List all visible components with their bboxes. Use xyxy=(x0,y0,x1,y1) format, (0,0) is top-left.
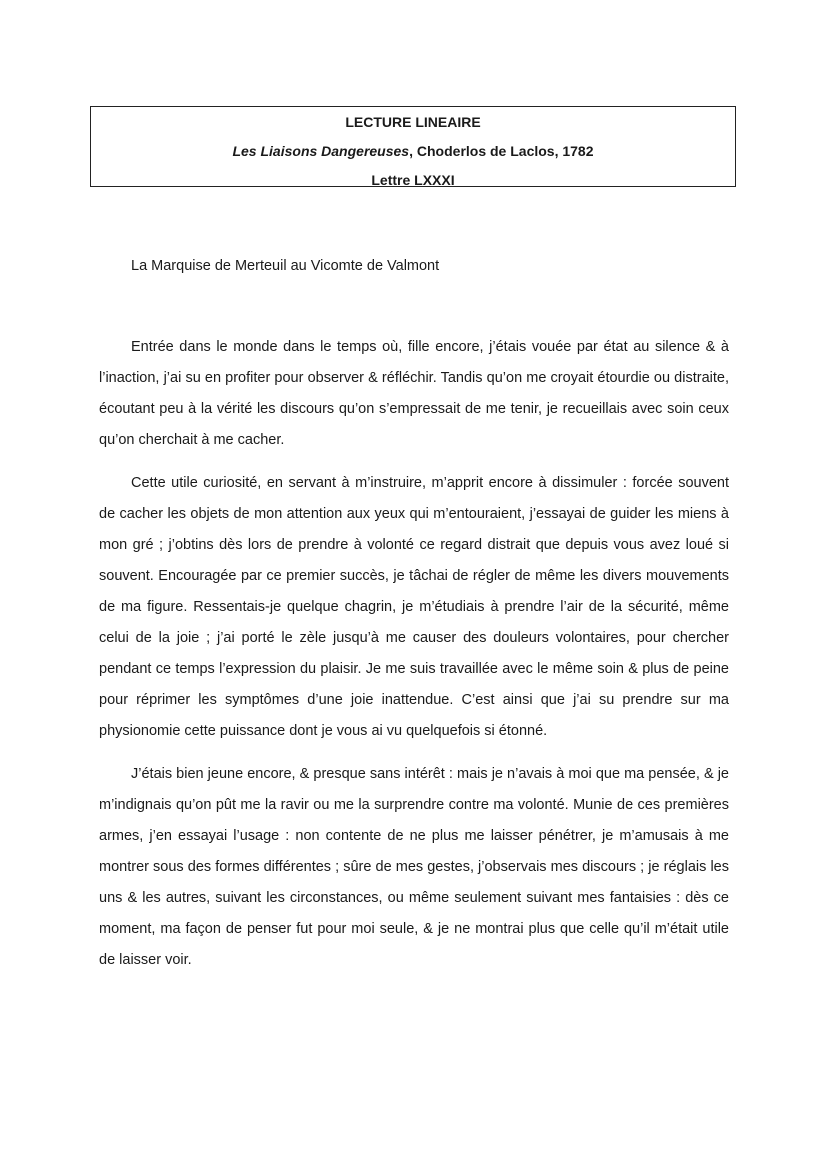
work-title: Les Liaisons Dangereuses xyxy=(232,143,410,159)
heading: LECTURE LINEAIRE xyxy=(345,114,481,130)
work-author-date: , Choderlos de Laclos, 1782 xyxy=(409,143,594,159)
recipient-line: La Marquise de Merteuil au Vicomte de Valmont xyxy=(131,258,440,274)
letter-body xyxy=(99,332,729,988)
work-line xyxy=(91,141,735,170)
title-box xyxy=(90,106,736,187)
paragraph-1: Entrée dans le monde dans le temps où, fille encore, j’étais vouée par état au silence & à l’inaction, j’ai su en profiter pour observer & réfléchir. Tandis qu’on me croyait étourdie ou distraite, écoutant peu à la vérité les discours qu’on s’empressait de me tenir, je recueillais avec soin ceux qu’on cherchait à me cacher. xyxy=(99,339,729,448)
paragraph-3: J’étais bien jeune encore, & presque sans intérêt : mais je n’avais à moi que ma pensée, & je m’indignais qu’on pût me la ravir ou me la surprendre contre ma volonté. Munie de ces premières armes, j’en essayai l’usage : non contente de ne plus me laisser pénétrer, je m’amusais à me montrer sous des formes différentes ; sûre de mes gestes, j’observais mes discours ; je réglais les uns & les autres, suivant les circonstances, ou même seulement suivant mes fantaisies : dès ce moment, ma façon de penser fut pour moi seule, & je ne montrai plus que celle qu’il m’était utile de laisser voir. xyxy=(99,766,729,968)
letter-number: Lettre LXXXI xyxy=(371,172,455,188)
paragraph-2: Cette utile curiosité, en servant à m’instruire, m’apprit encore à dissimuler : forcée souvent de cacher les objets de mon attention aux yeux qui m’entouraient, j’essayai de guider les miens à mon gré ; j’obtins dès lors de prendre à volonté ce regard distrait que depuis vous avez loué si souvent. Encouragée par ce premier succès, je tâchai de régler de même les divers mouvements de ma figure. Ressentais-je quelque chagrin, je m’étudiais à prendre l’air de la sécurité, même celui de la joie ; j’ai porté le zèle jusqu’à me causer des douleurs volontaires, pour chercher pendant ce temps l’expression du plaisir. Je me suis travaillée avec le même soin & plus de peine pour réprimer les symptômes d’une joie inattendue. C’est ainsi que j’ai su prendre sur ma physionomie cette puissance dont je vous ai vu quelquefois si étonné. xyxy=(99,475,729,739)
